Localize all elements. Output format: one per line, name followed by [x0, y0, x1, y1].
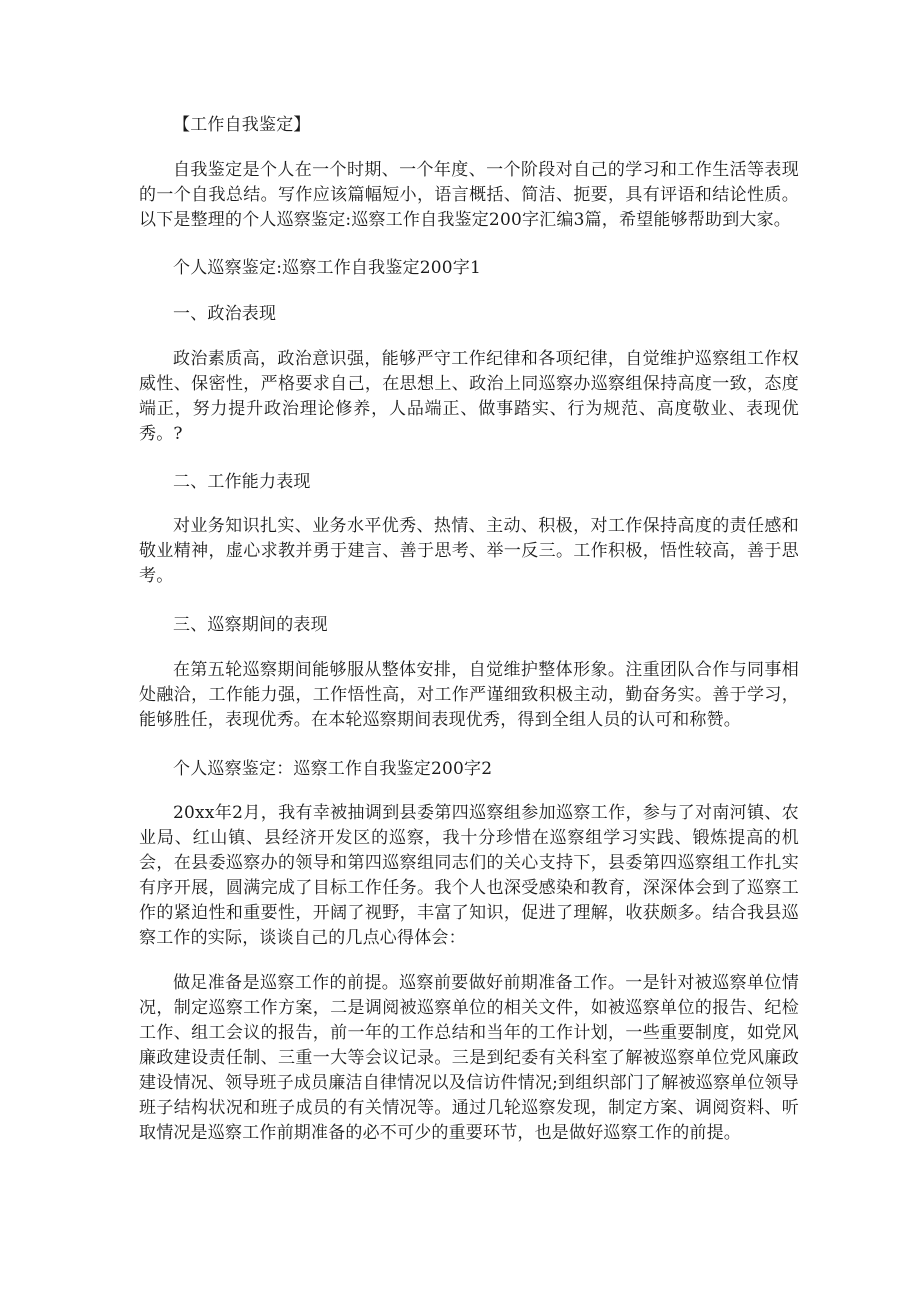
section3-heading: 三、巡察期间的表现 — [173, 615, 328, 635]
section2-paragraph: 对业务知识扎实、业务水平优秀、热情、主动、积极，对工作保持高度的责任感和敬业精神，虚心求教并勇于建言、善于思考、举一反三。工作积极，悟性较高，善于思考。 — [139, 516, 799, 586]
document-title: 【工作自我鉴定】 — [173, 115, 311, 135]
section3-paragraph: 在第五轮巡察期间能够服从整体安排，自觉维护整体形象。注重团队合作与同事相处融洽，工作能力强，工作悟性高，对工作严谨细致积极主动，勤奋务实。善于学习，能够胜任，表现优秀。在本轮巡察期间表现优秀，得到全组人员的认可和称赞。 — [139, 660, 799, 730]
section1-heading: 一、政治表现 — [173, 304, 277, 324]
part2-title: 个人巡察鉴定：巡察工作自我鉴定200字2 — [173, 759, 493, 779]
part2-paragraph-1: 20xx年2月，我有幸被抽调到县委第四巡察组参加巡察工作，参与了对南河镇、农业局、红山镇、县经济开发区的巡察，我十分珍惜在巡察组学习实践、锻炼提高的机会，在县委巡察办的领导和第四巡察组同志们的关心支持下，县委第四巡察组工作扎实有序开展，圆满完成了目标工作任务。我个人也深受感染和教育，深深体会到了巡察工作的紧迫性和重要性，开阔了视野，丰富了知识，促进了理解，收获颇多。结合我县巡察工作的实际，谈谈自己的几点心得体会： — [139, 803, 799, 948]
part2-paragraph-2: 做足准备是巡察工作的前提。巡察前要做好前期准备工作。一是针对被巡察单位情况，制定巡察工作方案，二是调阅被巡察单位的相关文件，如被巡察单位的报告、纪检工作、组工会议的报告，前一年的工作总结和当年的工作计划，一些重要制度，如党风廉政建设责任制、三重一大等会议记录。三是到纪委有关科室了解被巡察单位党风廉政建设情况、领导班子成员廉洁自律情况以及信访件情况;到组织部门了解被巡察单位领导班子结构状况和班子成员的有关情况等。通过几轮巡察发现，制定方案、调阅资料、听取情况是巡察工作前期准备的必不可少的重要环节，也是做好巡察工作的前提。 — [139, 973, 799, 1143]
part1-title: 个人巡察鉴定:巡察工作自我鉴定200字1 — [173, 258, 481, 278]
intro-paragraph: 自我鉴定是个人在一个时期、一个年度、一个阶段对自己的学习和工作生活等表现的一个自我总结。写作应该篇幅短小，语言概括、简洁、扼要，具有评语和结论性质。以下是整理的个人巡察鉴定:巡察工作自我鉴定200字汇编3篇，希望能够帮助到大家。 — [139, 160, 799, 230]
section1-paragraph: 政治素质高，政治意识强，能够严守工作纪律和各项纪律，自觉维护巡察组工作权威性、保密性，严格要求自己，在思想上、政治上同巡察办巡察组保持高度一致，态度端正，努力提升政治理论修养，人品端正、做事踏实、行为规范、高度敬业、表现优秀。? — [139, 349, 799, 444]
section2-heading: 二、工作能力表现 — [173, 472, 311, 492]
